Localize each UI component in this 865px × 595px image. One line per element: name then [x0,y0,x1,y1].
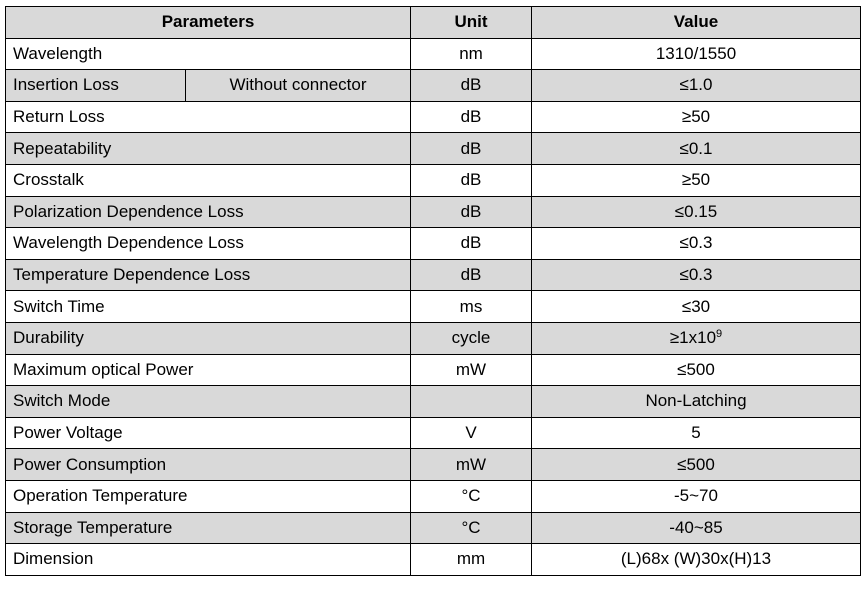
param-cell: Switch Mode [6,386,411,418]
value-cell: ≤0.3 [532,228,861,260]
param-sub-cell: Without connector [186,70,411,102]
value-cell: 5 [532,417,861,449]
header-value: Value [532,7,861,39]
param-cell: Power Consumption [6,449,411,481]
unit-cell: dB [411,259,532,291]
table-row [6,259,861,291]
value-cell: ≤0.3 [532,259,861,291]
param-cell: Operation Temperature [6,480,411,512]
value-cell: ≤1.0 [532,70,861,102]
value-cell: -5~70 [532,480,861,512]
unit-cell: mm [411,544,532,576]
table-row [6,449,861,481]
unit-cell: dB [411,133,532,165]
param-cell: Crosstalk [6,164,411,196]
table-row [6,164,861,196]
param-cell: Durability [6,322,411,354]
table-row [6,38,861,70]
value-cell: ≤0.1 [532,133,861,165]
param-cell: Repeatability [6,133,411,165]
param-cell: Maximum optical Power [6,354,411,386]
unit-cell: °C [411,480,532,512]
value-cell: ≤500 [532,354,861,386]
value-cell: ≤30 [532,291,861,323]
unit-cell: °C [411,512,532,544]
table-header-row [6,7,861,39]
value-cell: ≥50 [532,164,861,196]
table-row [6,291,861,323]
unit-cell: nm [411,38,532,70]
param-cell: Storage Temperature [6,512,411,544]
value-cell: ≤0.15 [532,196,861,228]
table-row [6,386,861,418]
value-exponent: 9 [716,328,723,341]
param-cell: Wavelength Dependence Loss [6,228,411,260]
param-cell: Return Loss [6,101,411,133]
value-cell: 1310/1550 [532,38,861,70]
table-row [6,354,861,386]
unit-cell: mW [411,449,532,481]
param-cell: Power Voltage [6,417,411,449]
unit-cell: cycle [411,322,532,354]
table-row [6,70,861,102]
param-cell: Wavelength [6,38,411,70]
unit-cell [411,386,532,418]
param-cell: Temperature Dependence Loss [6,259,411,291]
param-cell: Switch Time [6,291,411,323]
table-row [6,322,861,354]
value-cell: ≥50 [532,101,861,133]
unit-cell: dB [411,196,532,228]
table-row [6,480,861,512]
table-row [6,544,861,576]
table-row [6,133,861,165]
unit-cell: mW [411,354,532,386]
value-cell: Non-Latching [532,386,861,418]
value-base: ≥1x10 [669,328,717,348]
value-cell: -40~85 [532,512,861,544]
unit-cell: ms [411,291,532,323]
param-cell: Dimension [6,544,411,576]
table-row [6,512,861,544]
param-cell: Insertion Loss [6,70,186,102]
table-row [6,101,861,133]
unit-cell: dB [411,164,532,196]
table-row [6,196,861,228]
table-row [6,228,861,260]
unit-cell: V [411,417,532,449]
value-cell: (L)68x (W)30x(H)13 [532,544,861,576]
unit-cell: dB [411,101,532,133]
unit-cell: dB [411,228,532,260]
value-cell: ≤500 [532,449,861,481]
header-parameters: Parameters [6,7,411,39]
unit-cell: dB [411,70,532,102]
specifications-table [5,6,861,576]
value-cell [532,322,861,354]
param-cell: Polarization Dependence Loss [6,196,411,228]
header-unit: Unit [411,7,532,39]
table-row [6,417,861,449]
